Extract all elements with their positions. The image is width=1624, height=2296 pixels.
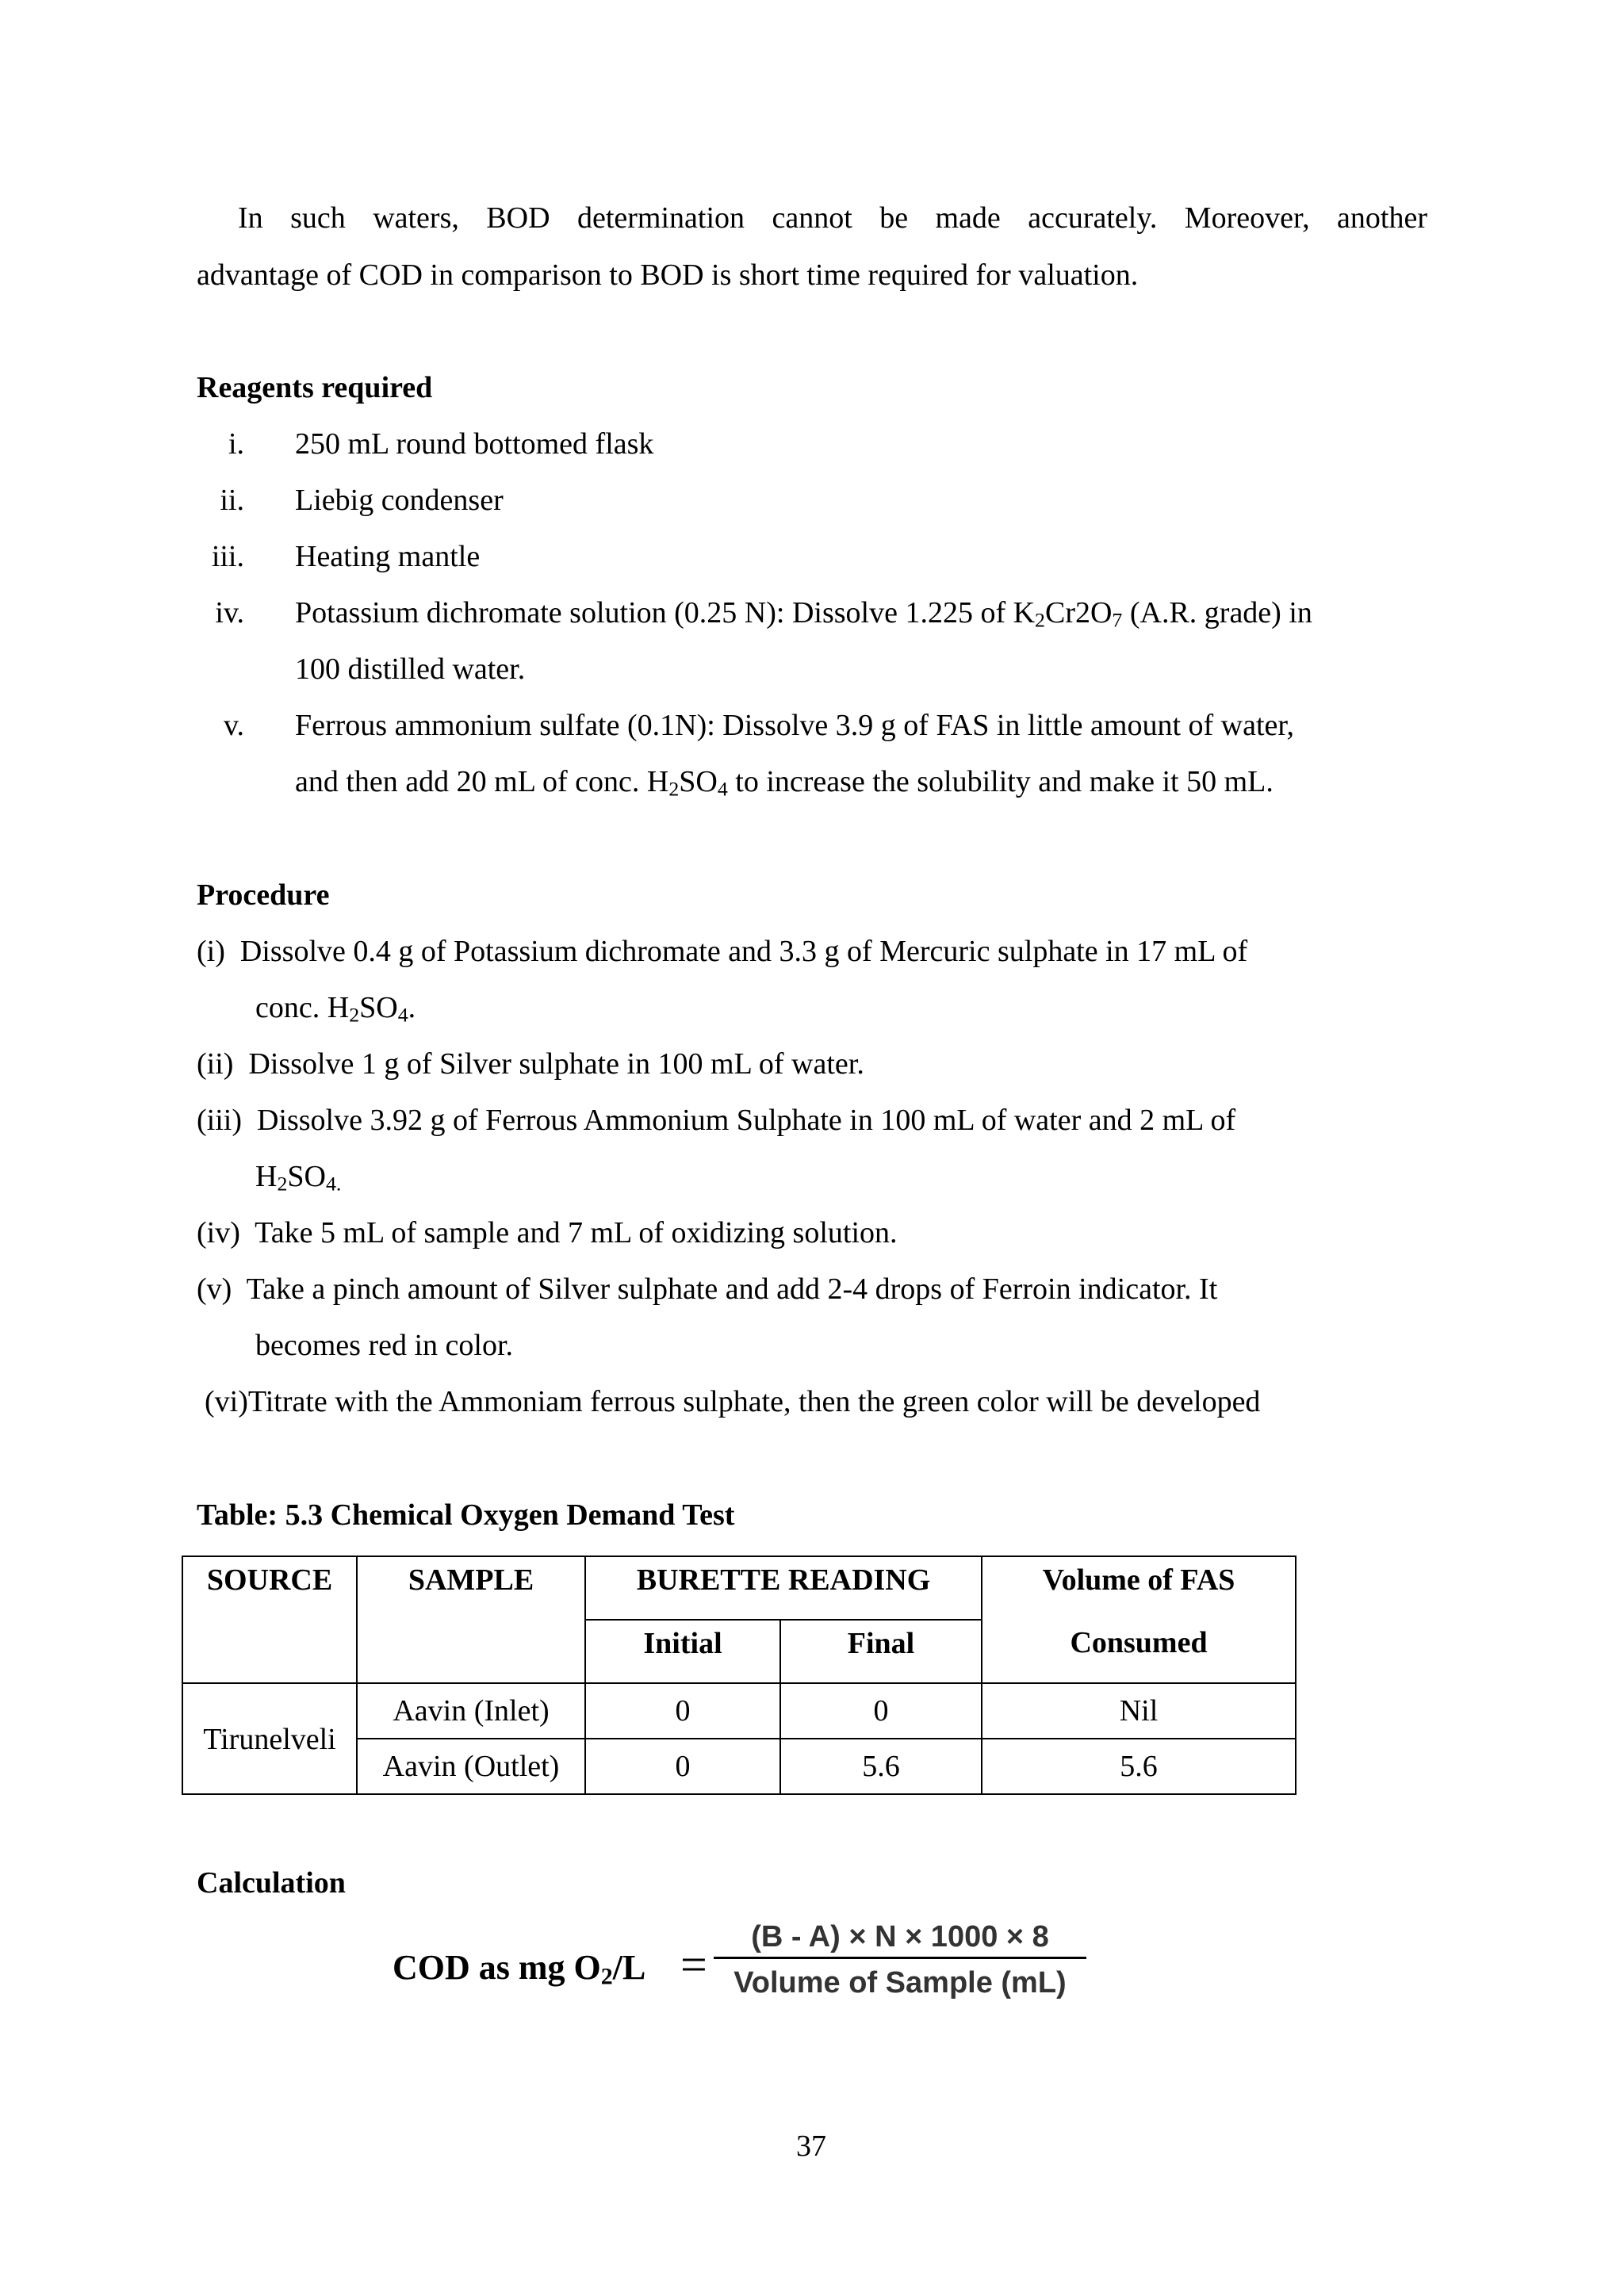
- final-cell: 5.6: [780, 1739, 982, 1794]
- page-number: 37: [796, 2130, 826, 2163]
- procedure-step: (v) Take a pinch amount of Silver sulphate and add 2-4 drops of Ferroin indicator. It: [197, 1272, 1218, 1306]
- procedure-step-continuation: becomes red in color.: [255, 1329, 514, 1362]
- procedure-step: (iii) Dissolve 3.92 g of Ferrous Ammonium Sulphate in 100 mL of water and 2 mL of: [197, 1104, 1236, 1137]
- table-subheader-row: [182, 1620, 1296, 1683]
- reagent-number: iii.: [211, 540, 244, 573]
- procedure-step: (iv) Take 5 mL of sample and 7 mL of oxidizing solution.: [197, 1216, 898, 1249]
- source-cell: Tirunelveli: [182, 1683, 357, 1794]
- header-source-spacer: [182, 1620, 357, 1683]
- table-row: [182, 1683, 1296, 1739]
- header-volume-fas: Volume of FAS: [982, 1556, 1296, 1620]
- reagent-item: Potassium dichromate solution (0.25 N): Dissolve 1.225 of $K_2Cr2O_7$ (A.R. grade) in: [295, 596, 1312, 632]
- header-sample-spacer: [357, 1620, 585, 1683]
- procedure-step: (ii) Dissolve 1 g of Silver sulphate in 100 mL of water.: [197, 1047, 864, 1081]
- formula-denominator: Volume of Sample (mL): [733, 1966, 1067, 1999]
- initial-cell: 0: [585, 1683, 780, 1739]
- volume-cell: Nil: [982, 1683, 1296, 1739]
- header-burette-reading: BURETTE READING: [585, 1556, 982, 1620]
- table-caption: Table: 5.3 Chemical Oxygen Demand Test: [197, 1498, 735, 1532]
- reagent-number: i.: [228, 427, 244, 461]
- cod-formula-lhs: COD as mg $O_2/L$: [393, 1948, 646, 1990]
- formula-numerator: (B - A) × N × 1000 × 8: [714, 1917, 1086, 1959]
- table-header-row: [182, 1556, 1296, 1620]
- procedure-step-continuation: conc. $H_2SO_4$.: [255, 991, 416, 1027]
- header-consumed: Consumed: [982, 1620, 1296, 1683]
- procedure-step: (i) Dissolve 0.4 g of Potassium dichromate and 3.3 g of Mercuric sulphate in 17 mL of: [197, 935, 1248, 968]
- final-cell: 0: [780, 1683, 982, 1739]
- reagent-item-continuation: and then add 20 mL of conc. $H_2SO_4$ to increase the solubility and make it 50 mL.: [295, 765, 1274, 801]
- initial-cell: 0: [585, 1739, 780, 1794]
- cod-formula-fraction: [714, 1917, 1086, 2003]
- reagent-number: v.: [223, 709, 244, 742]
- header-final: Final: [780, 1620, 982, 1683]
- sample-cell: Aavin (Outlet): [357, 1739, 585, 1794]
- reagents-heading: Reagents required: [197, 371, 433, 404]
- reagent-item: 250 mL round bottomed flask: [295, 427, 654, 461]
- reagent-number: iv.: [215, 596, 244, 629]
- cod-table: [182, 1556, 1297, 1795]
- volume-cell: 5.6: [982, 1739, 1296, 1794]
- header-initial: Initial: [585, 1620, 780, 1683]
- intro-line-1: In such waters, BOD determination cannot be made accurately. Moreover, another: [238, 201, 1427, 235]
- sample-cell: Aavin (Inlet): [357, 1683, 585, 1739]
- procedure-heading: Procedure: [197, 878, 330, 912]
- procedure-step: (vi)Titrate with the Ammoniam ferrous sulphate, then the green color will be developed: [205, 1385, 1261, 1418]
- reagent-number: ii.: [220, 484, 244, 517]
- reagent-item-continuation: 100 distilled water.: [295, 652, 526, 686]
- reagent-item: Liebig condenser: [295, 484, 504, 517]
- reagent-item: Heating mantle: [295, 540, 481, 573]
- intro-line-2: advantage of COD in comparison to BOD is short time required for valuation.: [197, 258, 1139, 292]
- calculation-heading: Calculation: [197, 1866, 346, 1900]
- header-sample: SAMPLE: [357, 1556, 585, 1620]
- header-source: SOURCE: [182, 1556, 357, 1620]
- procedure-step-continuation: $H_2SO_{4.}$: [255, 1160, 342, 1196]
- equals-sign: =: [680, 1938, 707, 1991]
- reagent-item: Ferrous ammonium sulfate (0.1N): Dissolve 3.9 g of FAS in little amount of water,: [295, 709, 1295, 742]
